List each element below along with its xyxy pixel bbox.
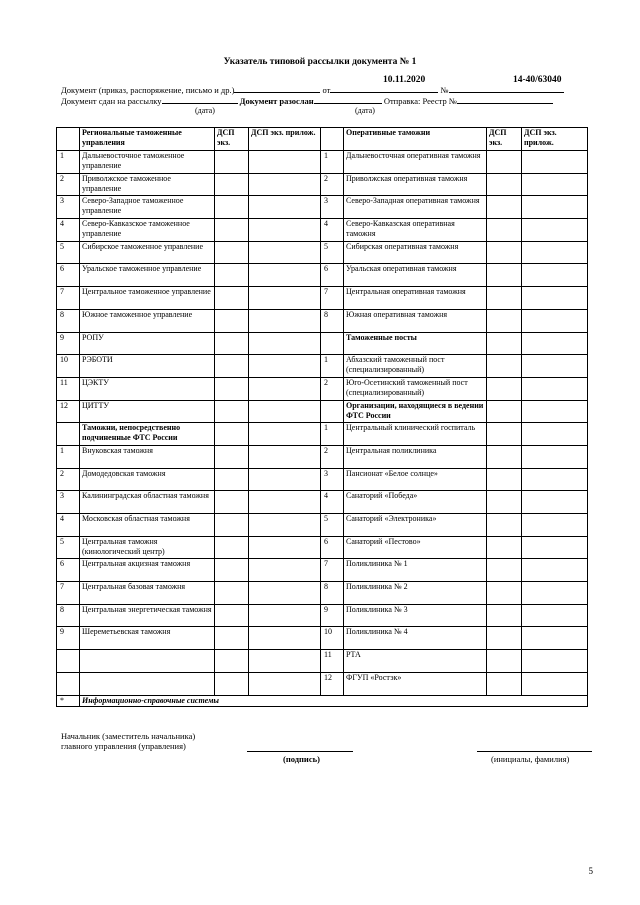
right-org-name: Поликлиника № 2: [344, 582, 487, 605]
right-dsp-cell: [487, 173, 522, 196]
left-row-number: 12: [57, 400, 80, 423]
left-dsp-app-cell: [249, 650, 321, 673]
left-dsp-cell: [215, 514, 249, 537]
right-org-name: Абхазский таможенный пост (специализированный): [344, 355, 487, 378]
table-row: [57, 468, 588, 491]
right-dsp-cell: [487, 219, 522, 242]
left-row-number: 2: [57, 173, 80, 196]
right-dsp-app-cell: [522, 241, 588, 264]
left-dsp-cell: [215, 650, 249, 673]
left-dsp-app-cell: [249, 536, 321, 559]
left-row-number: 4: [57, 219, 80, 242]
right-row-number: 2: [321, 445, 344, 468]
table-row: [57, 196, 588, 219]
signature-line: [247, 751, 353, 752]
table-row: [57, 400, 588, 423]
left-dsp-cell: [215, 173, 249, 196]
right-dsp-cell: [487, 445, 522, 468]
number-underline: [449, 84, 564, 93]
right-row-number: 11: [321, 650, 344, 673]
left-row-number: 7: [57, 582, 80, 605]
right-header-dsp-app: ДСП экз. прилож.: [522, 128, 588, 151]
left-org-name: Московская областная таможня: [80, 514, 215, 537]
table-row: [57, 355, 588, 378]
right-dsp-app-cell: [522, 445, 588, 468]
right-dsp-cell: [487, 650, 522, 673]
right-row-number: 6: [321, 264, 344, 287]
left-dsp-app-cell: [249, 445, 321, 468]
info-systems-label: Информационно-справочные системы: [80, 695, 588, 706]
left-row-number: 2: [57, 468, 80, 491]
right-org-name: ФГУП «Ростэк»: [344, 672, 487, 695]
right-row-number: 8: [321, 582, 344, 605]
right-dsp-cell: [487, 196, 522, 219]
right-row-number: 10: [321, 627, 344, 650]
right-dsp-cell: [487, 355, 522, 378]
left-dsp-app-cell: [249, 423, 321, 446]
left-dsp-app-cell: [249, 287, 321, 310]
table-row: [57, 536, 588, 559]
initials-line: [477, 751, 592, 752]
left-dsp-app-cell: [249, 491, 321, 514]
right-org-name: Центральный клинический госпиталь: [344, 423, 487, 446]
left-row-number: 6: [57, 264, 80, 287]
right-org-name: Организации, находящиеся в ведении ФТС России: [344, 400, 487, 423]
left-row-number: 6: [57, 559, 80, 582]
right-org-name: Северо-Западная оперативная таможня: [344, 196, 487, 219]
table-row: [57, 604, 588, 627]
right-row-number: 1: [321, 423, 344, 446]
signature-caption: (подпись): [283, 754, 320, 764]
left-dsp-cell: [215, 287, 249, 310]
left-org-name: Домодедовская таможня: [80, 468, 215, 491]
sent-label: Документ сдан на рассылку: [61, 96, 162, 106]
page-number: 5: [588, 866, 593, 876]
left-dsp-app-cell: [249, 672, 321, 695]
right-dsp-app-cell: [522, 309, 588, 332]
left-dsp-app-cell: [249, 151, 321, 174]
right-org-name: Юго-Осетинский таможенный пост (специализированный): [344, 377, 487, 400]
right-dsp-cell: [487, 604, 522, 627]
right-row-number: [321, 400, 344, 423]
right-dsp-cell: [487, 332, 522, 355]
left-row-number: 9: [57, 332, 80, 355]
right-dsp-app-cell: [522, 355, 588, 378]
left-dsp-cell: [215, 559, 249, 582]
table-row: [57, 650, 588, 673]
sent-underline: [162, 95, 238, 104]
right-row-number: 6: [321, 536, 344, 559]
left-dsp-app-cell: [249, 241, 321, 264]
left-dsp-cell: [215, 400, 249, 423]
date-caption-1: (дата): [195, 106, 215, 115]
right-dsp-app-cell: [522, 672, 588, 695]
left-dsp-app-cell: [249, 468, 321, 491]
right-row-number: 1: [321, 355, 344, 378]
left-row-number: 3: [57, 491, 80, 514]
left-org-name: Калининградская областная таможня: [80, 491, 215, 514]
right-row-number: 5: [321, 241, 344, 264]
left-row-number: 11: [57, 377, 80, 400]
right-dsp-app-cell: [522, 196, 588, 219]
left-org-name: РЭБОТИ: [80, 355, 215, 378]
right-dsp-cell: [487, 377, 522, 400]
left-org-name: Сибирское таможенное управление: [80, 241, 215, 264]
right-dsp-app-cell: [522, 219, 588, 242]
left-row-number: 1: [57, 151, 80, 174]
right-dsp-cell: [487, 491, 522, 514]
right-org-name: Уральская оперативная таможня: [344, 264, 487, 287]
right-dsp-app-cell: [522, 627, 588, 650]
left-dsp-cell: [215, 627, 249, 650]
left-dsp-app-cell: [249, 582, 321, 605]
left-row-number: 3: [57, 196, 80, 219]
left-org-name: Центральная энергетическая таможня: [80, 604, 215, 627]
right-dsp-cell: [487, 400, 522, 423]
right-dsp-app-cell: [522, 650, 588, 673]
left-org-name: Северо-Кавказское таможенное управление: [80, 219, 215, 242]
table-row: [57, 241, 588, 264]
left-row-number: [57, 423, 80, 446]
left-dsp-cell: [215, 672, 249, 695]
doc-number: 14-40/63040: [513, 75, 562, 85]
left-row-number: 4: [57, 514, 80, 537]
table-row: [57, 627, 588, 650]
left-org-name: Таможни, непосредственно подчиненные ФТС России: [80, 423, 215, 446]
right-org-name: Санаторий «Электроника»: [344, 514, 487, 537]
table-row: [57, 309, 588, 332]
shipping-underline: [457, 95, 553, 104]
table-row: [57, 582, 588, 605]
left-header-name: Региональные таможенные управления: [80, 128, 215, 151]
right-row-number: 5: [321, 514, 344, 537]
right-row-number: [321, 332, 344, 355]
right-dsp-cell: [487, 468, 522, 491]
right-org-name: Поликлиника № 3: [344, 604, 487, 627]
right-org-name: Пансионат «Белое солнце»: [344, 468, 487, 491]
left-row-number: 10: [57, 355, 80, 378]
table-row: [57, 287, 588, 310]
right-dsp-app-cell: [522, 536, 588, 559]
left-header-dsp: ДСП экз.: [215, 128, 249, 151]
table-row: [57, 173, 588, 196]
table-row: [57, 423, 588, 446]
right-org-name: Поликлиника № 1: [344, 559, 487, 582]
right-dsp-app-cell: [522, 400, 588, 423]
right-dsp-app-cell: [522, 332, 588, 355]
left-dsp-cell: [215, 196, 249, 219]
left-dsp-cell: [215, 377, 249, 400]
right-dsp-app-cell: [522, 377, 588, 400]
left-org-name: Южное таможенное управление: [80, 309, 215, 332]
left-org-name: Приволжское таможенное управление: [80, 173, 215, 196]
num-label: №: [440, 85, 449, 95]
right-row-number: 7: [321, 287, 344, 310]
chief-line-1: Начальник (заместитель начальника): [61, 731, 196, 741]
right-org-name: Центральная поликлиника: [344, 445, 487, 468]
header-line-2: [61, 95, 553, 106]
shipping-label: Отправка: Реестр №: [383, 96, 457, 106]
table-header-row: [57, 128, 588, 151]
doc-underline: [234, 84, 320, 93]
right-dsp-cell: [487, 241, 522, 264]
table-row: [57, 264, 588, 287]
initials-caption: (инициалы, фамилия): [491, 754, 570, 764]
right-row-number: 4: [321, 491, 344, 514]
table-row: [57, 445, 588, 468]
left-row-number: [57, 672, 80, 695]
header-num-cell: [321, 128, 344, 151]
left-dsp-cell: [215, 151, 249, 174]
left-dsp-cell: [215, 355, 249, 378]
right-dsp-cell: [487, 672, 522, 695]
right-dsp-cell: [487, 287, 522, 310]
left-row-number: 1: [57, 445, 80, 468]
left-dsp-cell: [215, 241, 249, 264]
left-dsp-cell: [215, 264, 249, 287]
right-dsp-app-cell: [522, 559, 588, 582]
right-dsp-cell: [487, 627, 522, 650]
right-dsp-app-cell: [522, 582, 588, 605]
left-org-name: Уральское таможенное управление: [80, 264, 215, 287]
right-row-number: 1: [321, 151, 344, 174]
left-dsp-cell: [215, 445, 249, 468]
right-dsp-app-cell: [522, 173, 588, 196]
info-systems-row: [57, 695, 588, 706]
left-dsp-app-cell: [249, 627, 321, 650]
right-row-number: 12: [321, 672, 344, 695]
left-dsp-cell: [215, 423, 249, 446]
left-org-name: Северо-Западное таможенное управление: [80, 196, 215, 219]
right-org-name: Северо-Кавказская оперативная таможня: [344, 219, 487, 242]
left-dsp-cell: [215, 491, 249, 514]
right-dsp-app-cell: [522, 151, 588, 174]
right-dsp-cell: [487, 559, 522, 582]
left-org-name: [80, 650, 215, 673]
right-org-name: Дальневосточная оперативная таможня: [344, 151, 487, 174]
left-org-name: Центральная таможня (кинологический центр): [80, 536, 215, 559]
right-row-number: 8: [321, 309, 344, 332]
left-dsp-app-cell: [249, 559, 321, 582]
right-row-number: 7: [321, 559, 344, 582]
header-num-cell: [57, 128, 80, 151]
right-org-name: Таможенные посты: [344, 332, 487, 355]
table-row: [57, 151, 588, 174]
right-org-name: Южная оперативная таможня: [344, 309, 487, 332]
right-dsp-cell: [487, 309, 522, 332]
right-org-name: Санаторий «Победа»: [344, 491, 487, 514]
left-dsp-app-cell: [249, 332, 321, 355]
right-dsp-app-cell: [522, 514, 588, 537]
left-row-number: 7: [57, 287, 80, 310]
dispatched-label: Документ разослан: [239, 96, 314, 106]
right-dsp-app-cell: [522, 423, 588, 446]
right-row-number: 2: [321, 377, 344, 400]
left-dsp-cell: [215, 582, 249, 605]
right-header-name: Оперативные таможни: [344, 128, 487, 151]
date-caption-2: (дата): [355, 106, 375, 115]
doc-date: 10.11.2020: [383, 75, 426, 85]
right-row-number: 3: [321, 468, 344, 491]
right-dsp-app-cell: [522, 468, 588, 491]
left-dsp-cell: [215, 536, 249, 559]
left-dsp-app-cell: [249, 514, 321, 537]
table-row: [57, 491, 588, 514]
right-org-name: Приволжская оперативная таможня: [344, 173, 487, 196]
left-dsp-app-cell: [249, 377, 321, 400]
header-line-1: [61, 84, 564, 95]
right-row-number: 9: [321, 604, 344, 627]
left-row-number: 8: [57, 309, 80, 332]
right-org-name: Сибирская оперативная таможня: [344, 241, 487, 264]
table-row: [57, 377, 588, 400]
right-dsp-app-cell: [522, 604, 588, 627]
right-dsp-cell: [487, 264, 522, 287]
left-row-number: 9: [57, 627, 80, 650]
right-dsp-cell: [487, 151, 522, 174]
document-title: Указатель типовой рассылки документа № 1: [223, 57, 417, 67]
left-org-name: ЦИТТУ: [80, 400, 215, 423]
table-row: [57, 514, 588, 537]
left-org-name: Шереметьевская таможня: [80, 627, 215, 650]
left-dsp-app-cell: [249, 264, 321, 287]
left-row-number: [57, 650, 80, 673]
right-dsp-app-cell: [522, 491, 588, 514]
from-label: от: [322, 85, 331, 95]
left-org-name: [80, 672, 215, 695]
left-org-name: Дальневосточное таможенное управление: [80, 151, 215, 174]
left-dsp-app-cell: [249, 355, 321, 378]
right-row-number: 4: [321, 219, 344, 242]
right-org-name: РТА: [344, 650, 487, 673]
chief-line-2: главного управления (управления): [61, 741, 186, 751]
table-row: [57, 332, 588, 355]
info-mark: *: [57, 695, 80, 706]
right-dsp-cell: [487, 536, 522, 559]
left-dsp-app-cell: [249, 400, 321, 423]
left-org-name: Центральная базовая таможня: [80, 582, 215, 605]
right-row-number: 3: [321, 196, 344, 219]
left-row-number: 5: [57, 241, 80, 264]
left-dsp-cell: [215, 309, 249, 332]
right-dsp-cell: [487, 514, 522, 537]
distribution-table: [56, 127, 588, 707]
left-dsp-app-cell: [249, 196, 321, 219]
right-dsp-app-cell: [522, 287, 588, 310]
left-row-number: 8: [57, 604, 80, 627]
right-org-name: Поликлиника № 4: [344, 627, 487, 650]
left-dsp-app-cell: [249, 309, 321, 332]
table-row: [57, 672, 588, 695]
right-org-name: Санаторий «Пестово»: [344, 536, 487, 559]
right-org-name: Центральная оперативная таможня: [344, 287, 487, 310]
dispatched-underline: [314, 95, 382, 104]
left-row-number: 5: [57, 536, 80, 559]
left-dsp-app-cell: [249, 173, 321, 196]
table-row: [57, 219, 588, 242]
right-header-dsp: ДСП экз.: [487, 128, 522, 151]
left-dsp-cell: [215, 604, 249, 627]
left-header-dsp-app: ДСП экз. прилож.: [249, 128, 321, 151]
date-underline: [330, 84, 438, 93]
left-org-name: Центральное таможенное управление: [80, 287, 215, 310]
left-org-name: Центральная акцизная таможня: [80, 559, 215, 582]
right-dsp-cell: [487, 423, 522, 446]
left-dsp-cell: [215, 219, 249, 242]
left-org-name: Внуковская таможня: [80, 445, 215, 468]
left-org-name: ЦЭКТУ: [80, 377, 215, 400]
doc-label: Документ (приказ, распоряжение, письмо и др.): [61, 85, 235, 95]
left-org-name: РОПУ: [80, 332, 215, 355]
left-dsp-cell: [215, 468, 249, 491]
left-dsp-cell: [215, 332, 249, 355]
left-dsp-app-cell: [249, 219, 321, 242]
right-row-number: 2: [321, 173, 344, 196]
left-dsp-app-cell: [249, 604, 321, 627]
table-row: [57, 559, 588, 582]
right-dsp-app-cell: [522, 264, 588, 287]
right-dsp-cell: [487, 582, 522, 605]
